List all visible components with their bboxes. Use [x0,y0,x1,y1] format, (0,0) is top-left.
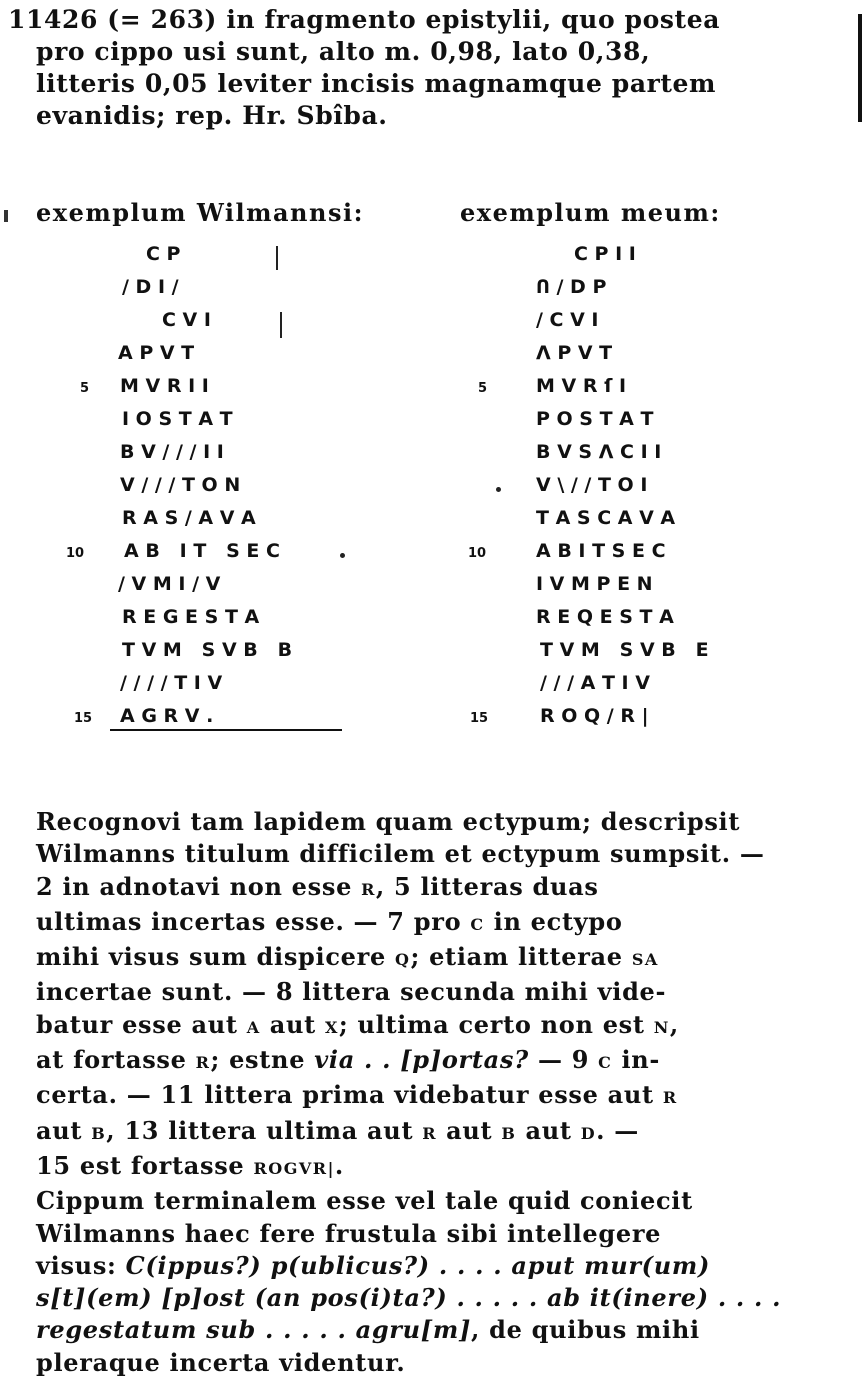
wilmanns-line-4: A P V T [118,342,195,364]
meum-line-14: / / / A T I V [540,672,650,694]
meum-line-1: C P I I [574,243,636,265]
commentary-line: Wilmanns titulum difficilem et ectypum sumpsit. — [36,839,765,869]
wilmanns-line-6: I O S T A T [122,408,233,430]
margin-mark [4,210,8,222]
header-line-4 [8,100,856,132]
commentary-line: Cippum terminalem esse vel tale quid coniecit [36,1186,693,1216]
wilmanns-line-number-5: 5 [80,381,90,396]
meum-line-3: / C V I [536,309,599,331]
commentary-line: pleraque incerta videntur. [36,1347,406,1377]
wilmanns-line-8: V / / / T O N [120,474,241,496]
dot-mark [496,487,501,492]
meum-line-13: T V M S V B E [540,639,709,661]
meum-line-4: Λ P V T [536,342,613,364]
wilmanns-line-14: / / / / T I V [120,672,223,694]
wilmanns-line-3: C V I [162,309,211,331]
wilmanns-line-15: A G R V . [120,705,214,727]
margin-bar [858,14,862,122]
meum-line-2: Ո / D P [536,276,607,298]
meum-line-12: R E Q E S T A [536,606,674,628]
entry-number: 11426 [8,5,98,34]
wilmanns-line-1: C P [146,243,181,265]
meum-line-5: M V R ſ I [536,375,627,397]
wilmanns-line-2: / D I / [122,276,179,298]
break-mark [280,312,282,338]
meum-line-number-10: 10 [468,546,487,561]
commentary-line: mihi visus sum dispicere Q; etiam litterae SA [36,942,659,972]
header-line-1 [8,4,856,36]
commentary-line: ultimas incertas esse. — 7 pro C in ectypo [36,906,623,936]
header-line-3 [8,68,856,100]
meum-line-6: P O S T A T [536,408,654,430]
description-line: litteris 0,05 leviter incisis magnamque partem [36,69,717,98]
description-line: in fragmento epistylii, quo postea [226,5,721,34]
wilmanns-line-number-15: 15 [74,711,93,726]
wilmanns-line-13: T V M S V B B [122,639,293,661]
wilmanns-line-7: B V / / / I I [120,441,224,463]
wilmanns-line-10: A B I T S E C [124,540,280,562]
wilmanns-heading: exemplum Wilmannsi: [36,198,364,227]
commentary-line: visus: C(ippus?) p(ublicus?) . . . . aput mur(um) [36,1250,711,1280]
meum-line-15: R O Q / R | [540,705,649,727]
wilmanns-line-11: / V M I / V [118,573,221,595]
commentary [36,806,863,1379]
commentary-line: s[t](em) [p]ost (an pos(i)ta?) . . . . . ab it(inere) . . . . [36,1283,782,1313]
commentary-line: regestatum sub . . . . . agru[m], de quibus mihi [36,1315,700,1345]
wilmanns-line-9: R A S / A V A [122,507,256,529]
meum-line-11: I V M P E N [536,573,653,595]
entry-header [8,4,856,132]
entry-crossref: (= 263) [107,5,217,34]
meum-line-10: A B I T S E C [536,540,666,562]
commentary-line: batur esse aut A aut X; ultima certo non est N, [36,1009,679,1039]
meum-line-number-15: 15 [470,711,489,726]
header-line-2 [8,36,856,68]
commentary-line: certa. — 11 littera prima videbatur esse aut R [36,1080,678,1110]
meum-line-7: B V S Λ C I I [536,441,662,463]
dot-mark [340,553,345,558]
description-line: pro cippo usi sunt, alto m. 0,98, lato 0,38, [36,37,651,66]
meum-line-9: T A S C A V A [536,507,676,529]
commentary-line: 15 est fortasse ROGVR|. [36,1150,344,1180]
commentary-line: 2 in adnotavi non esse R, 5 litteras duas [36,871,599,901]
wilmanns-line-12: R E G E S T A [122,606,260,628]
meum-line-number-5: 5 [478,381,488,396]
commentary-line: Recognovi tam lapidem quam ectypum; descripsit [36,807,741,836]
commentary-line: incertae sunt. — 8 littera secunda mihi vide- [36,977,667,1007]
break-mark [276,246,278,270]
description-line: evanidis; rep. Hr. Sbîba. [36,101,388,130]
break-underline [110,729,342,731]
commentary-line: at fortasse R; estne via . . [p]ortas? — 9 C in- [36,1045,661,1075]
commentary-line: Wilmanns haec fere frustula sibi intellegere [36,1218,662,1248]
wilmanns-line-5: M V R I I [120,375,209,397]
meum-line-8: V \ / / T O I [536,474,648,496]
wilmanns-line-number-10: 10 [66,546,85,561]
commentary-line: aut B, 13 littera ultima aut R aut B aut D. — [36,1115,639,1145]
meum-heading: exemplum meum: [460,198,721,227]
